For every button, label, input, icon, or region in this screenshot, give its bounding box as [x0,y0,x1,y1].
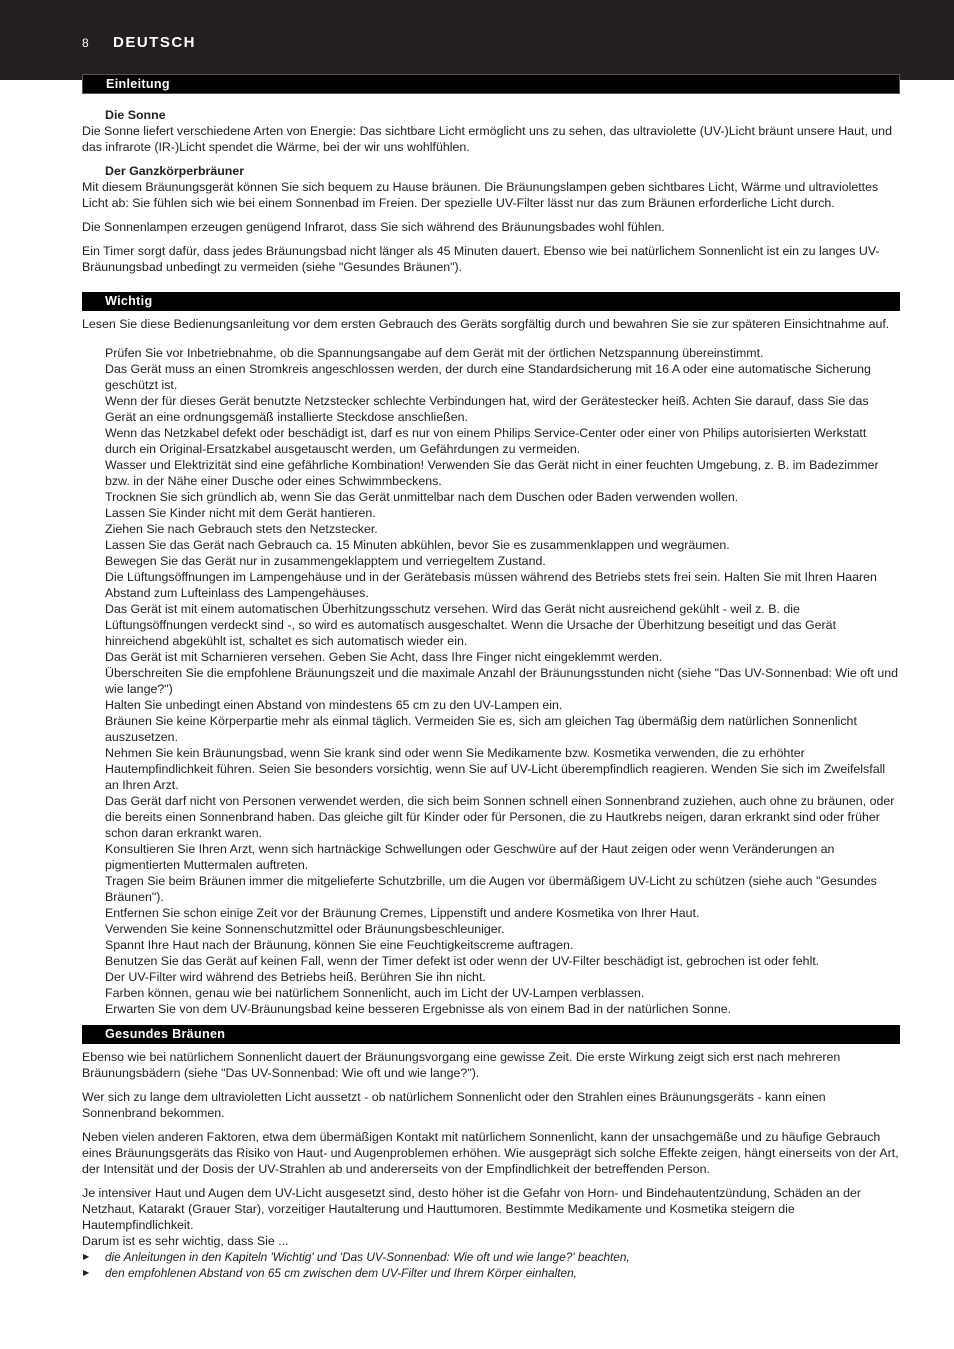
paragraph-healthy-3: Neben vielen anderen Faktoren, etwa dem übermäßigen Kontakt mit natürlichem Sonnenlicht, kann der unsachgemäße und zu häufige Gebrauch eines Bräunungsgeräts das Risiko von Haut- und Augenproblemen erhöhen. Wie ausgeprägt sich solche Effekte zeigen, hängt einerseits von der Art, der Intensität und der Dosis der UV-Strahlen ab und andererseits von der Empfindlichkeit der betreffenden Person. [82,1130,899,1176]
list-item: Farben können, genau wie bei natürlichem Sonnenlicht, auch im Licht der UV-Lampen verblassen. [105,986,645,1000]
list-item: Spannt Ihre Haut nach der Bräunung, können Sie eine Feuchtigkeitscreme auftragen. [105,938,574,952]
list-item: Verwenden Sie keine Sonnenschutzmittel oder Bräunungsbeschleuniger. [105,922,505,936]
paragraph-tanner-1: Mit diesem Bräunungsgerät können Sie sich bequem zu Hause bräunen. Die Bräunungslampen geben sichtbares Licht, Wärme und ultraviolettes Licht ab: Sie fühlen sich wie bei einem Sonnenbad im Freien. Der spezielle UV-Filter lässt nur das zum Bräunen erforderliche Licht durch. [82,180,879,210]
paragraph-important-intro: Lesen Sie diese Bedienungsanleitung vor dem ersten Gebrauch des Geräts sorgfältig durch und bewahren Sie sie zur späteren Einsichtnahme auf. [82,317,890,331]
list-item: Der UV-Filter wird während des Betriebs heiß. Berühren Sie ihn nicht. [105,970,486,984]
list-item: Benutzen Sie das Gerät auf keinen Fall, wenn der Timer defekt ist oder wenn der UV-Filter beschädigt ist, gebrochen ist oder fehlt. [105,954,820,968]
subheading-tanner: Der Ganzkörperbräuner [105,164,245,178]
language-label: DEUTSCH [113,34,197,51]
list-item: Das Gerät ist mit einem automatischen Überhitzungsschutz versehen. Wird das Gerät nicht ausreichend gekühlt - weil z. B. die Lüftungsöffnungen verdeckt sind -, so wird es automatisch ausgeschaltet. Wenn die Ursache der Überhitzung beseitigt und das Gerät hinreichend abgekühlt ist, schaltet es sich automatisch wieder ein. [105,602,837,648]
list-item: Prüfen Sie vor Inbetriebnahme, ob die Spannungsangabe auf dem Gerät mit der örtlichen Netzspannung übereinstimmt. [105,346,764,360]
page-number: 8 [82,36,89,50]
list-item: Nehmen Sie kein Bräunungsbad, wenn Sie krank sind oder wenn Sie Medikamente bzw. Kosmetika verwenden, die zu erhöhter Hautempfindlichkeit führen. Seien Sie besonders vorsichtig, wenn Sie auf UV-Licht überempfindlich reagieren. Wenden Sie sich im Zweifelsfall an Ihren Arzt. [105,746,886,792]
list-item: Lassen Sie Kinder nicht mit dem Gerät hantieren. [105,506,376,520]
important-list [82,345,900,1017]
paragraph-healthy-4: Je intensiver Haut und Augen dem UV-Licht ausgesetzt sind, desto höher ist die Gefahr von Horn- und Bindehautentzündung, Schäden an der Netzhaut, Katarakt (Grauer Star), vorzeitiger Hautalterung und Hauttumoren. Bestimmte Medikamente und Kosmetika steigern die Hautempfindlichkeit. [82,1186,862,1232]
list-item [82,1249,900,1265]
paragraph-healthy-1: Ebenso wie bei natürlichem Sonnenlicht dauert der Bräunungsvorgang eine gewisse Zeit. Die erste Wirkung zeigt sich erst nach mehreren Bräunungsbädern (siehe "Das UV-Sonnenbad: Wie oft und wie lange?"). [82,1050,841,1080]
list-item: Wasser und Elektrizität sind eine gefährliche Kombination! Verwenden Sie das Gerät nicht in einer feuchten Umgebung, z. B. im Badezimmer bzw. in der Nähe einer Dusche oder eines Schwimmbeckens. [105,458,879,488]
list-item: Wenn das Netzkabel defekt oder beschädigt ist, darf es nur von einem Philips Service-Center oder einer von Philips autorisierten Werkstatt durch ein Original-Ersatzkabel ausgetauscht werden, um Gefährdungen zu vermeiden. [105,426,867,456]
bullet-text: den empfohlenen Abstand von 65 cm zwischen dem UV-Filter und Ihrem Körper einhalten, [105,1266,577,1280]
list-item: Wenn der für dieses Gerät benutzte Netzstecker schlechte Verbindungen hat, wird der Gerätestecker heiß. Achten Sie darauf, dass Sie das Gerät an eine ordnungsgemäß installierte Steckdose anschließen. [105,394,869,424]
section-title-important: Wichtig [82,292,900,311]
bullet-text: die Anleitungen in den Kapiteln 'Wichtig' und 'Das UV-Sonnenbad: Wie oft und wie lange?' beachten, [105,1250,630,1264]
paragraph-tanner-2: Die Sonnenlampen erzeugen genügend Infrarot, dass Sie sich während des Bräunungsbades wohl fühlen. [82,220,665,234]
list-item: Trocknen Sie sich gründlich ab, wenn Sie das Gerät unmittelbar nach dem Duschen oder Baden verwenden wollen. [105,490,739,504]
paragraph-sun: Die Sonne liefert verschiedene Arten von Energie: Das sichtbare Licht ermöglicht uns zu sehen, das ultraviolette (UV-)Licht bräunt unsere Haut, und das infrarote (IR-)Licht spendet die Wärme, bei der wir uns wohlfühlen. [82,124,892,154]
list-item [82,1265,900,1281]
section-title-healthy: Gesundes Bräunen [82,1025,900,1044]
list-item: Halten Sie unbedingt einen Abstand von mindestens 65 cm zu den UV-Lampen ein. [105,698,563,712]
list-item: Bräunen Sie keine Körperpartie mehr als einmal täglich. Vermeiden Sie es, sich am gleichen Tag übermäßig dem natürlichen Sonnenlicht auszusetzen. [105,714,857,744]
list-item: Ziehen Sie nach Gebrauch stets den Netzstecker. [105,522,378,536]
paragraph-tanner-3: Ein Timer sorgt dafür, dass jedes Bräunungsbad nicht länger als 45 Minuten dauert. Ebenso wie bei natürlichem Sonnenlicht ist ein zu langes UV-Bräunungsbad unbedingt zu vermeiden (siehe "Gesundes Bräunen"). [82,244,880,274]
list-item: Entfernen Sie schon einige Zeit vor der Bräunung Cremes, Lippenstift und andere Kosmetika von Ihrer Haut. [105,906,700,920]
list-item: Die Lüftungsöffnungen im Lampengehäuse und in der Gerätebasis müssen während des Betriebs stets frei sein. Halten Sie mit Ihren Haaren Abstand zum Lufteinlass des Lampengehäuses. [105,570,877,600]
bullet-arrow-icon: ▶ [83,1252,90,1261]
paragraph-healthy-5: Darum ist es sehr wichtig, dass Sie ... [82,1234,289,1248]
list-item: Konsultieren Sie Ihren Arzt, wenn sich hartnäckige Schwellungen oder Geschwüre auf der Haut zeigen oder wenn Veränderungen an pigmentierten Muttermalen auftreten. [105,842,835,872]
healthy-bullet-list [82,1249,900,1281]
subheading-sun: Die Sonne [105,108,166,122]
section-title-intro: Einleitung [82,74,900,94]
page-header-bar [0,0,954,80]
list-item: Das Gerät darf nicht von Personen verwendet werden, die sich beim Sonnen schnell einen Sonnenbrand zuziehen, auch ohne zu bräunen, oder die bereits einen Sonnenbrand haben. Das gleiche gilt für Kinder oder für Personen, die zu Hautkrebs neigen, daran erkrankt sind oder früher schon daran erkrankt waren. [105,794,895,840]
list-item: Das Gerät ist mit Scharnieren versehen. Geben Sie Acht, dass Ihre Finger nicht eingeklemmt werden. [105,650,663,664]
page-content [82,74,900,1281]
list-item: Bewegen Sie das Gerät nur in zusammengeklapptem und verriegeltem Zustand. [105,554,546,568]
list-item: Überschreiten Sie die empfohlene Bräunungszeit und die maximale Anzahl der Bräunungsstunden nicht (siehe "Das UV-Sonnenbad: Wie oft und wie lange?") [105,666,899,696]
paragraph-healthy-2: Wer sich zu lange dem ultravioletten Licht aussetzt - ob natürlichem Sonnenlicht oder den Strahlen eines Bräunungsgeräts - kann einen Sonnenbrand bekommen. [82,1090,826,1120]
list-item: Das Gerät muss an einen Stromkreis angeschlossen werden, der durch eine Standardsicherung mit 16 A oder eine automatische Sicherung geschützt ist. [105,362,871,392]
bullet-arrow-icon: ▶ [83,1268,90,1277]
list-item: Erwarten Sie von dem UV-Bräunungsbad keine besseren Ergebnisse als von einem Bad in der natürlichen Sonne. [105,1002,732,1016]
list-item: Tragen Sie beim Bräunen immer die mitgelieferte Schutzbrille, um die Augen vor übermäßigem UV-Licht zu schützen (siehe auch "Gesundes Bräunen"). [105,874,877,904]
list-item: Lassen Sie das Gerät nach Gebrauch ca. 15 Minuten abkühlen, bevor Sie es zusammenklappen und wegräumen. [105,538,730,552]
